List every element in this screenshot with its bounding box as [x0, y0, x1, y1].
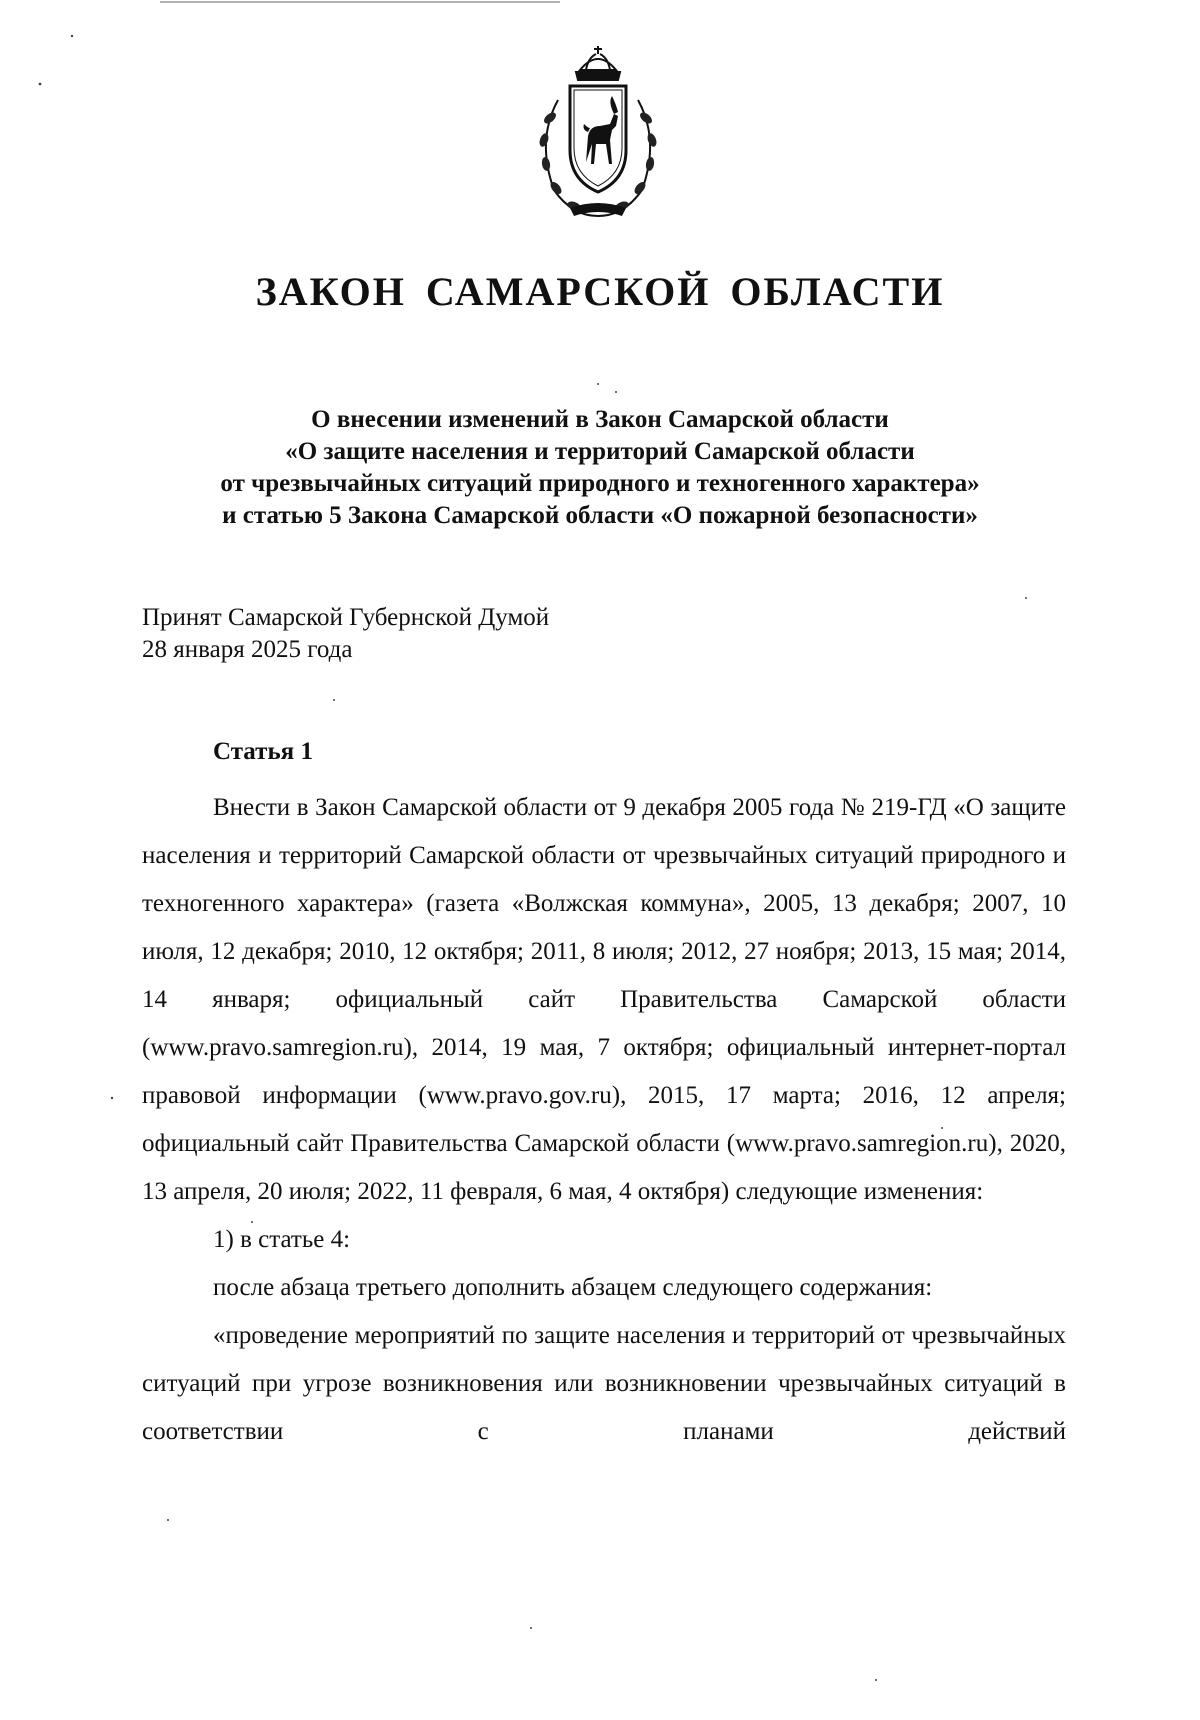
article-heading: Статья 1	[213, 738, 313, 765]
paragraph: после абзаца третьего дополнить абзацем следующего содержания:	[213, 1274, 933, 1301]
paragraph: Внести в Закон Самарской области от 9 декабря 2005 года № 219-ГД «О защите населения и территорий Самарской области от чрезвычайных ситуаций природного и техногенного характера» (газета «Волжская коммуна», 2005, 13 декабря; 2007, 10 июля, 12 декабря; 2010, 12 октября; 2011, 8 июля; 2012, 27 ноября; 2013, 15 мая; 2014, 14 января; официальный сайт Правительства Самарской области (www.pravo.samregion.ru), 2014, 19 мая, 7 октября; официальный интернет-портал правовой информации (www.pravo.gov.ru), 2015, 17 марта; 2016, 12 апреля; официальный сайт Правительства Самарской области (www.pravo.samregion.ru), 2020, 13 апреля, 20 июля; 2022, 11 февраля, 6 мая, 4 октября) следующие изменения:	[142, 794, 1066, 1205]
adoption-note	[142, 602, 549, 666]
subtitle-line: «О защите населения и территорий Самарской области	[285, 438, 915, 465]
subtitle-line: О внесении изменений в Закон Самарской области	[311, 406, 889, 433]
adoption-body: Принят Самарской Губернской Думой	[142, 604, 550, 631]
paragraph: «проведение мероприятий по защите населения и территорий от чрезвычайных ситуаций при угрозе возникновения или возникновении чрезвычайных ситуаций в соответствии с планами действий	[142, 1322, 1066, 1445]
law-title: ЗАКОН САМАРСКОЙ ОБЛАСТИ	[255, 269, 945, 314]
subtitle-line: и статью 5 Закона Самарской области «О пожарной безопасности»	[222, 502, 978, 529]
article-body	[142, 784, 1066, 1456]
adoption-date: 28 января 2025 года	[142, 636, 353, 663]
law-subtitle	[0, 404, 1200, 532]
coat-of-arms-emblem	[530, 40, 666, 225]
subtitle-line: от чрезвычайных ситуаций природного и техногенного характера»	[220, 470, 980, 497]
paragraph: 1) в статье 4:	[213, 1226, 351, 1253]
